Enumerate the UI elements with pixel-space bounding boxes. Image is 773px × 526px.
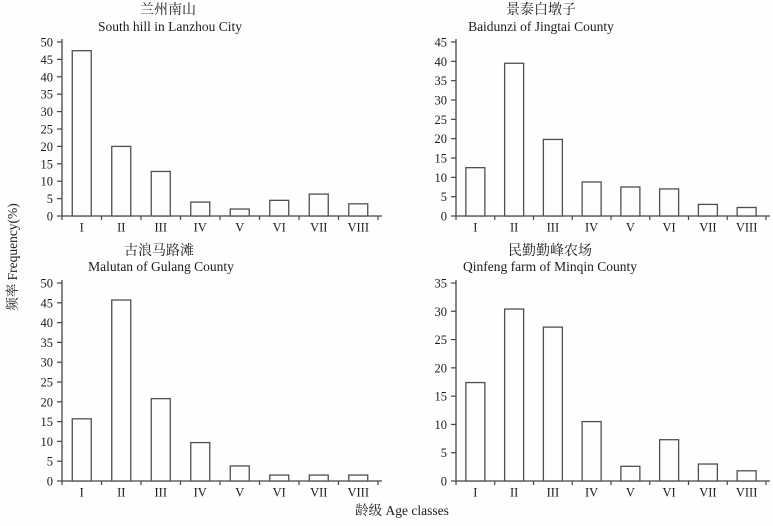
- y-tick-label: 30: [40, 355, 53, 370]
- x-category-label: V: [625, 485, 635, 500]
- bar-jingtai-baidunzi-VII: [698, 204, 717, 216]
- y-tick-label: 30: [434, 93, 447, 108]
- bar-gulang-malutan-VIII: [349, 475, 368, 481]
- x-category-label: IV: [585, 220, 599, 235]
- y-tick-label: 45: [40, 52, 53, 67]
- bar-jingtai-baidunzi-VIII: [737, 207, 756, 216]
- chart-gulang-malutan: [41, 277, 383, 500]
- x-category-label: VIII: [735, 485, 758, 500]
- chart-title-zh-jingtai: 景泰白墩子: [506, 3, 576, 18]
- y-tick-label: 35: [434, 74, 447, 89]
- bar-gulang-malutan-V: [230, 466, 249, 481]
- y-tick-label: 25: [434, 112, 447, 127]
- bar-minqin-qinfeng-IV: [582, 422, 601, 481]
- bar-minqin-qinfeng-I: [466, 383, 485, 481]
- x-category-label: IV: [193, 220, 207, 235]
- bar-minqin-qinfeng-II: [505, 309, 524, 481]
- y-tick-label: 50: [40, 35, 53, 50]
- bar-lanzhou-south-hill-VI: [270, 200, 289, 216]
- x-category-label: II: [117, 485, 126, 500]
- bar-jingtai-baidunzi-III: [543, 139, 562, 216]
- y-axis-label: 频率 Frequency(%): [5, 203, 20, 311]
- y-tick-label: 20: [40, 395, 53, 410]
- bar-jingtai-baidunzi-VI: [660, 189, 679, 216]
- chart-title-zh-lanzhou: 兰州南山: [140, 3, 196, 18]
- bar-minqin-qinfeng-V: [621, 466, 640, 481]
- x-category-label: V: [235, 485, 245, 500]
- y-tick-label: 45: [40, 296, 53, 311]
- y-tick-label: 20: [434, 132, 447, 147]
- chart-title-en-jingtai: Baidunzi of Jingtai County: [468, 19, 614, 34]
- y-tick-label: 30: [40, 105, 53, 120]
- bar-gulang-malutan-VII: [309, 475, 328, 481]
- x-category-label: I: [473, 485, 478, 500]
- y-tick-label: 0: [46, 209, 53, 224]
- bar-jingtai-baidunzi-V: [621, 187, 640, 216]
- x-category-label: I: [79, 485, 84, 500]
- y-tick-label: 50: [40, 276, 53, 291]
- x-category-label: I: [473, 220, 478, 235]
- bar-lanzhou-south-hill-I: [72, 51, 91, 216]
- x-category-label: IV: [193, 485, 207, 500]
- x-category-label: III: [154, 220, 167, 235]
- bar-jingtai-baidunzi-I: [466, 168, 485, 216]
- x-category-label: VII: [699, 485, 717, 500]
- x-category-label: II: [509, 220, 519, 235]
- y-tick-label: 15: [40, 415, 53, 430]
- bar-minqin-qinfeng-III: [543, 327, 562, 481]
- y-tick-label: 5: [46, 192, 53, 207]
- x-category-label: II: [509, 485, 519, 500]
- bar-gulang-malutan-VI: [270, 475, 289, 481]
- y-tick-label: 35: [40, 87, 53, 102]
- y-tick-label: 35: [434, 276, 447, 291]
- y-tick-label: 10: [40, 174, 53, 189]
- chart-title-zh-minqin: 民勤勤峰农场: [508, 244, 592, 259]
- chart-title-en-minqin: Qinfeng farm of Minqin County: [463, 259, 637, 274]
- bar-lanzhou-south-hill-V: [230, 209, 249, 216]
- x-category-label: VI: [662, 485, 676, 500]
- y-tick-label: 20: [434, 361, 447, 376]
- x-category-label: IV: [585, 485, 599, 500]
- y-tick-label: 0: [46, 474, 53, 489]
- x-category-label: III: [154, 485, 167, 500]
- x-category-label: II: [117, 220, 126, 235]
- bar-jingtai-baidunzi-IV: [582, 182, 601, 216]
- bar-lanzhou-south-hill-II: [112, 146, 131, 216]
- chart-minqin-qinfeng: [435, 277, 771, 500]
- x-category-label: I: [79, 220, 84, 235]
- y-tick-label: 5: [46, 454, 53, 469]
- y-tick-label: 15: [434, 151, 447, 166]
- bar-lanzhou-south-hill-VII: [309, 194, 328, 216]
- x-axis-label: 龄级 Age classes: [355, 503, 449, 518]
- x-category-label: VII: [310, 485, 328, 500]
- y-tick-label: 20: [40, 139, 53, 154]
- bar-lanzhou-south-hill-IV: [191, 202, 210, 216]
- y-tick-label: 15: [40, 157, 53, 172]
- x-category-label: VI: [662, 220, 676, 235]
- y-tick-label: 10: [434, 170, 447, 185]
- bar-minqin-qinfeng-VIII: [737, 471, 756, 481]
- y-tick-label: 0: [440, 209, 447, 224]
- y-tick-label: 25: [40, 375, 53, 390]
- y-tick-label: 40: [40, 316, 53, 331]
- bar-gulang-malutan-II: [112, 300, 131, 481]
- x-category-label: V: [235, 220, 245, 235]
- bar-gulang-malutan-I: [72, 419, 91, 481]
- x-category-label: III: [546, 220, 560, 235]
- x-category-label: VII: [699, 220, 717, 235]
- y-tick-label: 5: [440, 446, 447, 461]
- y-tick-label: 25: [434, 333, 447, 348]
- chart-jingtai-baidunzi: [435, 36, 771, 235]
- y-tick-label: 10: [434, 417, 447, 432]
- chart-title-zh-gulang: 古浪马路滩: [124, 244, 194, 259]
- chart-title-en-gulang: Malutan of Gulang County: [88, 259, 234, 274]
- x-category-label: III: [546, 485, 560, 500]
- y-tick-label: 25: [40, 122, 53, 137]
- y-tick-label: 30: [434, 304, 447, 319]
- x-category-label: VII: [310, 220, 328, 235]
- bar-jingtai-baidunzi-II: [505, 63, 524, 216]
- bar-lanzhou-south-hill-III: [151, 171, 170, 216]
- bar-minqin-qinfeng-VII: [698, 464, 717, 481]
- chart-title-en-lanzhou: South hill in Lanzhou City: [98, 19, 242, 34]
- x-category-label: VI: [272, 220, 286, 235]
- chart-lanzhou-south-hill: [41, 36, 383, 235]
- y-tick-label: 15: [434, 389, 447, 404]
- x-category-label: VIII: [735, 220, 758, 235]
- bar-gulang-malutan-III: [151, 399, 170, 481]
- y-tick-label: 45: [434, 35, 447, 50]
- y-tick-label: 40: [434, 54, 447, 69]
- y-tick-label: 10: [40, 434, 53, 449]
- x-category-label: VIII: [347, 485, 370, 500]
- bar-lanzhou-south-hill-VIII: [349, 204, 368, 216]
- y-tick-label: 5: [440, 190, 447, 205]
- x-category-label: VIII: [347, 220, 370, 235]
- y-tick-label: 0: [440, 474, 447, 489]
- bar-gulang-malutan-IV: [191, 443, 210, 481]
- bar-minqin-qinfeng-VI: [660, 440, 679, 481]
- y-tick-label: 35: [40, 335, 53, 350]
- x-category-label: VI: [272, 485, 286, 500]
- y-tick-label: 40: [40, 70, 53, 85]
- x-category-label: V: [625, 220, 635, 235]
